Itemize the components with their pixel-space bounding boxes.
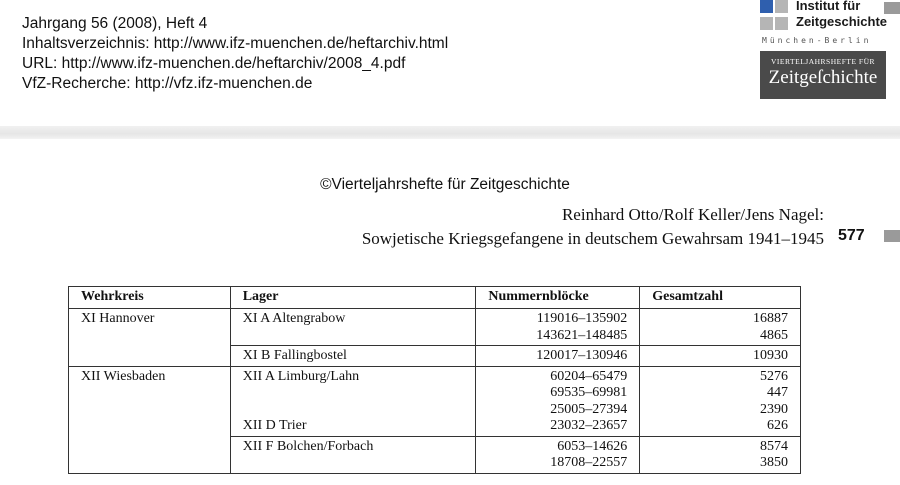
blocks-cell: 60204–65479 69535–69981 25005–27394 23032–23657 [476, 366, 640, 436]
running-head-title: Sowjetische Kriegsgefangene in deutschem Gewahrsam 1941–1945 [361, 229, 824, 248]
corner-tick [884, 2, 900, 14]
camp-table [68, 286, 801, 474]
pdf-url-link[interactable]: URL: http://www.ifz-muenchen.de/heftarchiv/2008_4.pdf [22, 55, 406, 72]
page-divider [0, 126, 900, 139]
blocks-cell: 6053–14626 18708–22557 [476, 436, 640, 473]
toc-link[interactable]: Inhaltsverzeichnis: http://www.ifz-muenchen.de/heftarchiv.html [22, 35, 449, 52]
journal-logo-big: Zeitgeſchichte [768, 67, 878, 88]
wehrkreis-cell: XI Hannover [69, 309, 231, 367]
running-head-authors: Reinhard Otto/Rolf Keller/Jens Nagel: [561, 205, 824, 224]
search-link[interactable]: VfZ-Recherche: http://vfz.ifz-muenchen.de [22, 75, 313, 92]
header-gesamtzahl: Gesamtzahl [640, 287, 801, 309]
total-cell: 10930 [640, 346, 801, 367]
issue-line: Jahrgang 56 (2008), Heft 4 [22, 15, 208, 32]
blocks-cell: 119016–135902 143621–148485 [476, 309, 640, 346]
lager-cell: XII F Bolchen/Forbach [230, 436, 476, 473]
institute-name: Institut für Zeitgeschichte [796, 0, 888, 29]
document-metadata [22, 14, 448, 94]
header-lager: Lager [230, 287, 476, 309]
total-cell: 5276 447 2390 626 [640, 366, 801, 436]
copyright-line: ©Vierteljahrshefte für Zeitgeschichte [320, 176, 570, 193]
wehrkreis-cell: XII Wiesbaden [69, 366, 231, 473]
table-header-row [69, 287, 801, 309]
header-nummernbloecke: Nummernblöcke [476, 287, 640, 309]
page-number: 577 [838, 227, 865, 244]
total-cell: 8574 3850 [640, 436, 801, 473]
journal-logo-small: VIERTELJAHRSHEFTE FÜR [770, 57, 875, 66]
lager-cell: XII A Limburg/Lahn XII D Trier [230, 366, 476, 436]
header-wehrkreis: Wehrkreis [69, 287, 231, 309]
table-row [69, 366, 801, 436]
table-row [69, 309, 801, 346]
ifz-logo [760, 0, 900, 100]
page-tick [884, 230, 900, 242]
running-head [362, 203, 824, 251]
lager-cell: XI B Fallingbostel [230, 346, 476, 367]
institute-city: München-Berlin [762, 36, 872, 45]
blocks-cell: 120017–130946 [476, 346, 640, 367]
logo-squares-icon [760, 0, 800, 34]
journal-logo [760, 51, 886, 99]
total-cell: 16887 4865 [640, 309, 801, 346]
lager-cell: XI A Altengrabow [230, 309, 476, 346]
